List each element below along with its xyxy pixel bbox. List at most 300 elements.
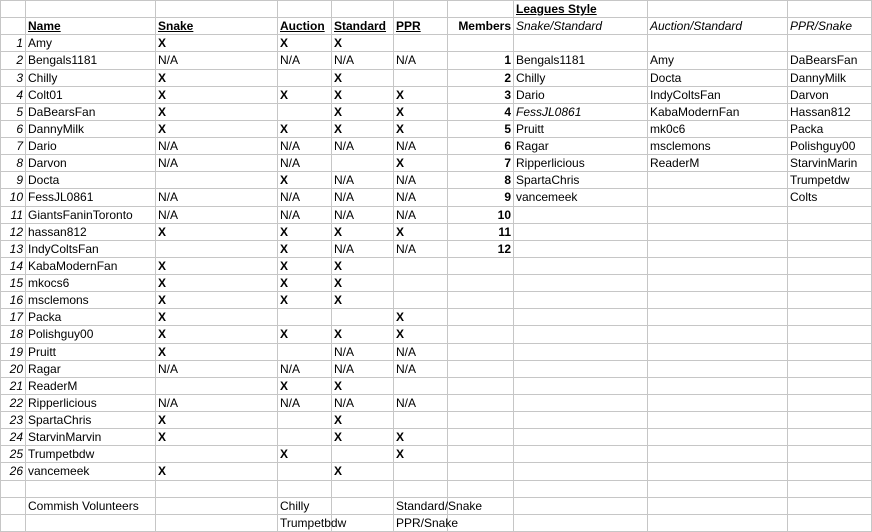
empty-cell[interactable] [156,480,278,497]
row-number-cell[interactable]: 3 [1,69,26,86]
ppr-snake-cell[interactable]: Colts [788,189,872,206]
ppr-snake-cell[interactable] [788,343,872,360]
empty-cell[interactable] [156,497,278,514]
ppr-cell[interactable]: N/A [394,172,448,189]
snake-cell[interactable] [156,446,278,463]
snake-cell[interactable]: X [156,69,278,86]
auction-standard-cell[interactable]: KabaModernFan [648,103,788,120]
auction-cell[interactable]: X [278,120,332,137]
standard-cell[interactable]: N/A [332,343,394,360]
ppr-cell[interactable] [394,275,448,292]
ppr-snake-cell[interactable]: DannyMilk [788,69,872,86]
ppr-cell[interactable]: X [394,155,448,172]
name-cell[interactable]: KabaModernFan [26,257,156,274]
ppr-cell[interactable]: X [394,103,448,120]
members-cell[interactable]: 8 [448,172,514,189]
standard-cell[interactable]: X [332,429,394,446]
auction-cell[interactable]: N/A [278,394,332,411]
standard-cell[interactable] [332,446,394,463]
row-number-cell[interactable]: 2 [1,52,26,69]
ppr-cell[interactable]: N/A [394,343,448,360]
members-cell[interactable] [448,35,514,52]
ppr-snake-cell[interactable]: StarvinMarin [788,155,872,172]
snake-cell[interactable]: N/A [156,138,278,155]
standard-cell[interactable]: N/A [332,138,394,155]
snake-standard-cell[interactable] [514,360,648,377]
members-cell[interactable]: 2 [448,69,514,86]
snake-cell[interactable] [156,240,278,257]
name-cell[interactable]: Darvon [26,155,156,172]
empty-cell[interactable] [278,1,332,18]
ppr-snake-cell[interactable] [788,429,872,446]
empty-cell[interactable] [26,1,156,18]
auction-cell[interactable]: X [278,377,332,394]
empty-cell[interactable] [26,480,156,497]
auction-standard-cell[interactable]: Docta [648,69,788,86]
snake-standard-cell[interactable]: vancemeek [514,189,648,206]
row-number-cell[interactable]: 20 [1,360,26,377]
row-number-cell[interactable]: 13 [1,240,26,257]
name-cell[interactable]: FessJL0861 [26,189,156,206]
header-standard[interactable]: Standard [332,18,394,35]
empty-cell[interactable] [648,497,788,514]
commish-style-2[interactable]: PPR/Snake [394,514,448,531]
ppr-cell[interactable] [394,463,448,480]
ppr-snake-cell[interactable] [788,275,872,292]
empty-cell[interactable] [788,1,872,18]
name-cell[interactable]: ReaderM [26,377,156,394]
empty-cell[interactable] [648,514,788,531]
standard-cell[interactable]: X [332,463,394,480]
snake-cell[interactable]: X [156,103,278,120]
row-number-cell[interactable] [1,480,26,497]
row-number-cell[interactable] [1,514,26,531]
standard-cell[interactable]: X [332,103,394,120]
snake-standard-cell[interactable]: Bengals1181 [514,52,648,69]
row-number-cell[interactable]: 21 [1,377,26,394]
snake-cell[interactable]: X [156,292,278,309]
empty-cell[interactable] [648,1,788,18]
auction-cell[interactable]: N/A [278,189,332,206]
auction-standard-cell[interactable] [648,292,788,309]
auction-cell[interactable]: N/A [278,138,332,155]
members-cell[interactable] [448,394,514,411]
header-auction-standard[interactable]: Auction/Standard [648,18,788,35]
members-cell[interactable]: 5 [448,120,514,137]
auction-standard-cell[interactable]: mk0c6 [648,120,788,137]
ppr-cell[interactable]: N/A [394,360,448,377]
row-number-cell[interactable]: 8 [1,155,26,172]
empty-cell[interactable] [278,480,332,497]
commish-volunteer-1[interactable]: Chilly [278,497,332,514]
members-cell[interactable]: 1 [448,52,514,69]
commish-label[interactable]: Commish Volunteers [26,497,156,514]
ppr-snake-cell[interactable]: Polishguy00 [788,138,872,155]
auction-cell[interactable]: X [278,223,332,240]
ppr-cell[interactable]: N/A [394,138,448,155]
snake-standard-cell[interactable] [514,292,648,309]
auction-standard-cell[interactable] [648,35,788,52]
ppr-snake-cell[interactable] [788,446,872,463]
name-cell[interactable]: Trumpetbdw [26,446,156,463]
members-cell[interactable] [448,377,514,394]
empty-cell[interactable] [514,497,648,514]
ppr-cell[interactable]: X [394,326,448,343]
snake-cell[interactable] [156,377,278,394]
name-cell[interactable]: GiantsFaninToronto [26,206,156,223]
auction-standard-cell[interactable] [648,172,788,189]
snake-standard-cell[interactable] [514,257,648,274]
auction-standard-cell[interactable] [648,275,788,292]
empty-cell[interactable] [156,1,278,18]
snake-cell[interactable]: N/A [156,155,278,172]
snake-standard-cell[interactable]: Pruitt [514,120,648,137]
empty-cell[interactable] [156,514,278,531]
auction-cell[interactable]: X [278,240,332,257]
members-cell[interactable] [448,343,514,360]
auction-cell[interactable]: N/A [278,155,332,172]
standard-cell[interactable]: X [332,257,394,274]
snake-cell[interactable]: X [156,343,278,360]
row-number-cell[interactable]: 1 [1,35,26,52]
ppr-snake-cell[interactable] [788,394,872,411]
auction-cell[interactable]: X [278,446,332,463]
ppr-snake-cell[interactable] [788,463,872,480]
members-cell[interactable] [448,412,514,429]
name-cell[interactable]: Polishguy00 [26,326,156,343]
ppr-snake-cell[interactable]: Darvon [788,86,872,103]
empty-cell[interactable] [448,480,514,497]
members-cell[interactable]: 7 [448,155,514,172]
row-number-cell[interactable]: 10 [1,189,26,206]
standard-cell[interactable]: N/A [332,394,394,411]
name-cell[interactable]: Ripperlicious [26,394,156,411]
empty-cell[interactable] [26,514,156,531]
ppr-snake-cell[interactable] [788,377,872,394]
ppr-snake-cell[interactable] [788,240,872,257]
auction-cell[interactable] [278,69,332,86]
snake-cell[interactable] [156,172,278,189]
row-number-cell[interactable]: 24 [1,429,26,446]
ppr-snake-cell[interactable] [788,326,872,343]
auction-cell[interactable]: X [278,326,332,343]
standard-cell[interactable]: X [332,412,394,429]
snake-cell[interactable]: N/A [156,206,278,223]
standard-cell[interactable] [332,309,394,326]
row-number-cell[interactable]: 12 [1,223,26,240]
ppr-cell[interactable]: N/A [394,189,448,206]
row-number-cell[interactable]: 6 [1,120,26,137]
snake-standard-cell[interactable] [514,343,648,360]
snake-standard-cell[interactable] [514,206,648,223]
empty-cell[interactable] [788,480,872,497]
ppr-snake-cell[interactable] [788,206,872,223]
ppr-cell[interactable] [394,257,448,274]
ppr-snake-cell[interactable]: Hassan812 [788,103,872,120]
name-cell[interactable]: DaBearsFan [26,103,156,120]
row-number-cell[interactable] [1,1,26,18]
snake-cell[interactable]: X [156,326,278,343]
members-cell[interactable]: 4 [448,103,514,120]
ppr-cell[interactable]: X [394,309,448,326]
ppr-cell[interactable]: X [394,223,448,240]
standard-cell[interactable]: N/A [332,52,394,69]
standard-cell[interactable]: X [332,86,394,103]
name-cell[interactable]: Pruitt [26,343,156,360]
row-number-cell[interactable] [1,497,26,514]
snake-standard-cell[interactable]: Dario [514,86,648,103]
ppr-cell[interactable]: N/A [394,394,448,411]
snake-standard-cell[interactable] [514,326,648,343]
row-number-cell[interactable]: 22 [1,394,26,411]
ppr-cell[interactable]: N/A [394,206,448,223]
members-cell[interactable] [448,309,514,326]
members-cell[interactable] [448,326,514,343]
empty-cell[interactable] [514,514,648,531]
auction-cell[interactable]: X [278,292,332,309]
standard-cell[interactable]: X [332,69,394,86]
auction-standard-cell[interactable]: Amy [648,52,788,69]
auction-standard-cell[interactable] [648,343,788,360]
header-snake-standard[interactable]: Snake/Standard [514,18,648,35]
snake-cell[interactable]: X [156,86,278,103]
members-cell[interactable] [448,429,514,446]
empty-cell[interactable] [332,497,394,514]
row-number-cell[interactable]: 18 [1,326,26,343]
standard-cell[interactable]: X [332,35,394,52]
auction-cell[interactable]: X [278,275,332,292]
row-number-cell[interactable] [1,18,26,35]
auction-cell[interactable]: X [278,86,332,103]
auction-standard-cell[interactable] [648,394,788,411]
auction-cell[interactable]: N/A [278,206,332,223]
snake-cell[interactable]: N/A [156,52,278,69]
ppr-cell[interactable]: N/A [394,240,448,257]
ppr-snake-cell[interactable] [788,223,872,240]
snake-cell[interactable]: N/A [156,360,278,377]
ppr-cell[interactable] [394,377,448,394]
row-number-cell[interactable]: 7 [1,138,26,155]
commish-volunteer-2[interactable]: Trumpetbdw [278,514,332,531]
name-cell[interactable]: vancemeek [26,463,156,480]
commish-style-1[interactable]: Standard/Snake [394,497,448,514]
standard-cell[interactable]: X [332,377,394,394]
snake-standard-cell[interactable] [514,275,648,292]
auction-cell[interactable] [278,429,332,446]
members-cell[interactable] [448,446,514,463]
snake-standard-cell[interactable] [514,377,648,394]
members-cell[interactable]: 10 [448,206,514,223]
auction-standard-cell[interactable] [648,240,788,257]
header-snake[interactable]: Snake [156,18,278,35]
auction-cell[interactable] [278,412,332,429]
standard-cell[interactable]: N/A [332,360,394,377]
snake-cell[interactable]: X [156,35,278,52]
empty-cell[interactable] [394,1,448,18]
auction-standard-cell[interactable] [648,189,788,206]
standard-cell[interactable]: N/A [332,206,394,223]
members-cell[interactable]: 9 [448,189,514,206]
name-cell[interactable]: Chilly [26,69,156,86]
snake-standard-cell[interactable]: Ragar [514,138,648,155]
snake-cell[interactable]: X [156,257,278,274]
empty-cell[interactable] [788,514,872,531]
empty-cell[interactable] [648,480,788,497]
name-cell[interactable]: DannyMilk [26,120,156,137]
standard-cell[interactable]: N/A [332,172,394,189]
snake-cell[interactable]: X [156,223,278,240]
empty-cell[interactable] [332,1,394,18]
members-cell[interactable] [448,360,514,377]
row-number-cell[interactable]: 17 [1,309,26,326]
empty-cell[interactable] [514,480,648,497]
row-number-cell[interactable]: 25 [1,446,26,463]
snake-cell[interactable]: N/A [156,394,278,411]
snake-standard-cell[interactable]: FessJL0861 [514,103,648,120]
empty-cell[interactable] [788,497,872,514]
standard-cell[interactable]: X [332,326,394,343]
row-number-cell[interactable]: 19 [1,343,26,360]
name-cell[interactable]: SpartaChris [26,412,156,429]
ppr-snake-cell[interactable] [788,360,872,377]
row-number-cell[interactable]: 15 [1,275,26,292]
name-cell[interactable]: mkocs6 [26,275,156,292]
name-cell[interactable]: Ragar [26,360,156,377]
auction-standard-cell[interactable] [648,429,788,446]
row-number-cell[interactable]: 26 [1,463,26,480]
snake-standard-cell[interactable] [514,35,648,52]
header-members[interactable]: Members [448,18,514,35]
snake-cell[interactable]: X [156,309,278,326]
header-ppr[interactable]: PPR [394,18,448,35]
auction-standard-cell[interactable] [648,412,788,429]
header-name[interactable]: Name [26,18,156,35]
standard-cell[interactable]: N/A [332,240,394,257]
snake-standard-cell[interactable] [514,429,648,446]
name-cell[interactable]: Docta [26,172,156,189]
name-cell[interactable]: hassan812 [26,223,156,240]
standard-cell[interactable]: N/A [332,189,394,206]
ppr-cell[interactable]: X [394,120,448,137]
row-number-cell[interactable]: 11 [1,206,26,223]
ppr-cell[interactable] [394,69,448,86]
snake-standard-cell[interactable] [514,463,648,480]
members-cell[interactable]: 6 [448,138,514,155]
ppr-snake-cell[interactable]: DaBearsFan [788,52,872,69]
name-cell[interactable]: Dario [26,138,156,155]
name-cell[interactable]: Bengals1181 [26,52,156,69]
auction-standard-cell[interactable]: ReaderM [648,155,788,172]
row-number-cell[interactable]: 9 [1,172,26,189]
auction-cell[interactable]: X [278,172,332,189]
standard-cell[interactable]: X [332,120,394,137]
standard-cell[interactable]: X [332,275,394,292]
auction-standard-cell[interactable] [648,206,788,223]
members-cell[interactable]: 11 [448,223,514,240]
name-cell[interactable]: msclemons [26,292,156,309]
members-cell[interactable] [448,257,514,274]
auction-standard-cell[interactable] [648,257,788,274]
auction-cell[interactable] [278,343,332,360]
auction-standard-cell[interactable] [648,309,788,326]
auction-cell[interactable]: X [278,257,332,274]
auction-standard-cell[interactable] [648,463,788,480]
snake-cell[interactable]: X [156,120,278,137]
auction-cell[interactable] [278,463,332,480]
name-cell[interactable]: Amy [26,35,156,52]
name-cell[interactable]: StarvinMarvin [26,429,156,446]
snake-standard-cell[interactable] [514,240,648,257]
header-ppr-snake[interactable]: PPR/Snake [788,18,872,35]
snake-cell[interactable]: X [156,275,278,292]
standard-cell[interactable] [332,155,394,172]
snake-standard-cell[interactable] [514,412,648,429]
snake-standard-cell[interactable]: SpartaChris [514,172,648,189]
row-number-cell[interactable]: 16 [1,292,26,309]
standard-cell[interactable]: X [332,292,394,309]
name-cell[interactable]: IndyColtsFan [26,240,156,257]
auction-standard-cell[interactable] [648,446,788,463]
ppr-cell[interactable] [394,412,448,429]
ppr-cell[interactable] [394,35,448,52]
members-cell[interactable]: 12 [448,240,514,257]
ppr-cell[interactable]: X [394,429,448,446]
row-number-cell[interactable]: 5 [1,103,26,120]
row-number-cell[interactable]: 23 [1,412,26,429]
ppr-snake-cell[interactable] [788,292,872,309]
empty-cell[interactable] [332,480,394,497]
ppr-cell[interactable] [394,292,448,309]
auction-standard-cell[interactable]: msclemons [648,138,788,155]
auction-standard-cell[interactable] [648,360,788,377]
ppr-cell[interactable]: X [394,446,448,463]
auction-cell[interactable] [278,103,332,120]
name-cell[interactable]: Packa [26,309,156,326]
snake-standard-cell[interactable] [514,394,648,411]
ppr-cell[interactable]: X [394,86,448,103]
ppr-snake-cell[interactable] [788,35,872,52]
auction-standard-cell[interactable]: IndyColtsFan [648,86,788,103]
name-cell[interactable]: Colt01 [26,86,156,103]
empty-cell[interactable] [448,1,514,18]
standard-cell[interactable]: X [332,223,394,240]
auction-standard-cell[interactable] [648,377,788,394]
ppr-snake-cell[interactable] [788,257,872,274]
snake-cell[interactable]: X [156,429,278,446]
auction-cell[interactable] [278,309,332,326]
auction-standard-cell[interactable] [648,223,788,240]
empty-cell[interactable] [394,480,448,497]
members-cell[interactable] [448,292,514,309]
snake-standard-cell[interactable]: Chilly [514,69,648,86]
snake-standard-cell[interactable]: Ripperlicious [514,155,648,172]
header-auction[interactable]: Auction [278,18,332,35]
snake-standard-cell[interactable] [514,223,648,240]
members-cell[interactable] [448,275,514,292]
snake-cell[interactable]: X [156,463,278,480]
auction-cell[interactable]: X [278,35,332,52]
auction-standard-cell[interactable] [648,326,788,343]
ppr-snake-cell[interactable]: Packa [788,120,872,137]
auction-cell[interactable]: N/A [278,52,332,69]
ppr-snake-cell[interactable]: Trumpetdw [788,172,872,189]
leagues-style-title[interactable]: Leagues Style [514,1,648,18]
row-number-cell[interactable]: 4 [1,86,26,103]
auction-cell[interactable]: N/A [278,360,332,377]
snake-cell[interactable]: N/A [156,189,278,206]
snake-standard-cell[interactable] [514,309,648,326]
ppr-snake-cell[interactable] [788,309,872,326]
